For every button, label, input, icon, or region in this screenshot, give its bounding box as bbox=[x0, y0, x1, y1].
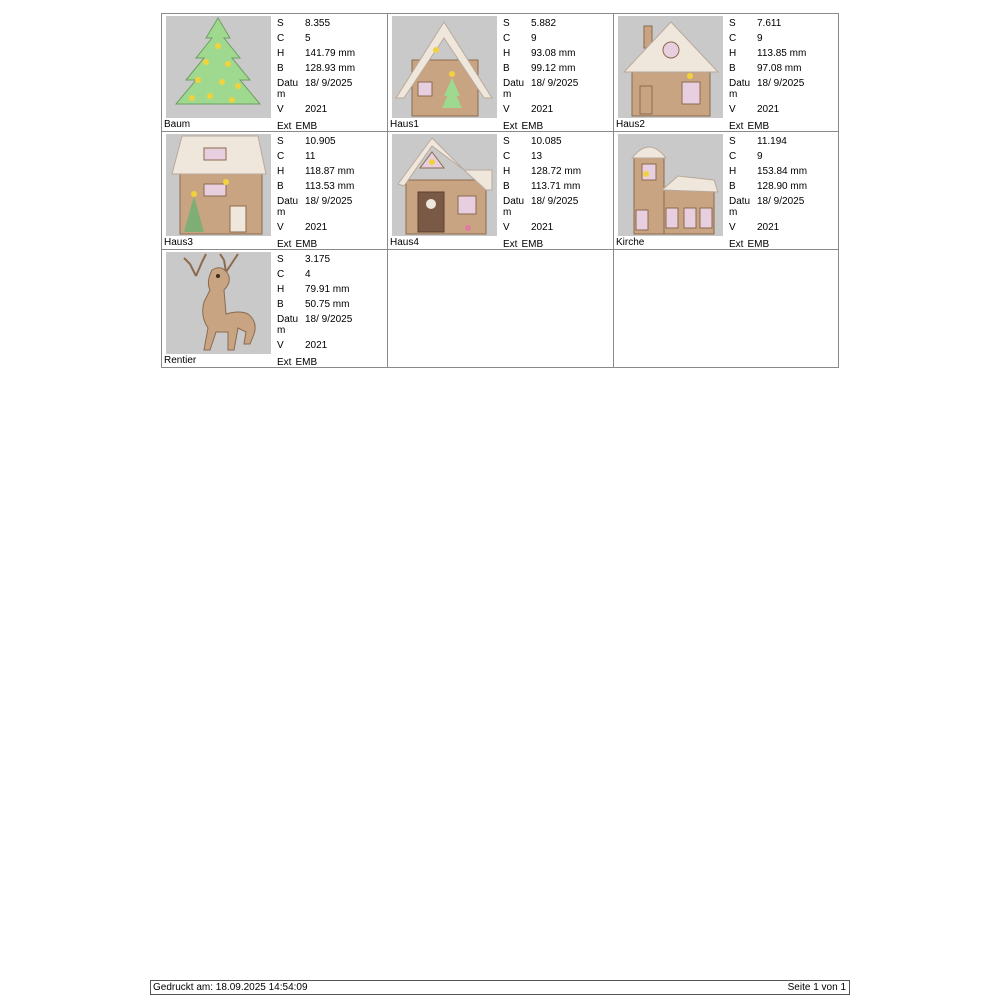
design-info bbox=[503, 16, 611, 132]
color-count: 9 bbox=[757, 33, 763, 44]
date-row: Datu m 18/ 9/2025 bbox=[277, 78, 353, 100]
christmas-tree-icon bbox=[166, 16, 271, 118]
width-value: 99.12 mm bbox=[531, 63, 576, 74]
extension-row: Ext EMB bbox=[503, 239, 544, 250]
stitches-row: S 5.882 bbox=[503, 18, 557, 29]
date-row: Datu m 18/ 9/2025 bbox=[503, 196, 579, 218]
gingerbread-house-door-icon bbox=[392, 134, 497, 236]
version-value: 2021 bbox=[305, 222, 328, 233]
height-row: H 79.91 mm bbox=[277, 284, 350, 295]
design-preview-image bbox=[166, 16, 271, 118]
color-count: 9 bbox=[531, 33, 537, 44]
height-row: H 128.72 mm bbox=[503, 166, 582, 177]
color-count: 9 bbox=[757, 151, 763, 162]
width-row: B 113.71 mm bbox=[503, 181, 581, 192]
color-count: 13 bbox=[531, 151, 543, 162]
design-cell bbox=[388, 14, 614, 132]
design-cell bbox=[614, 14, 839, 132]
version-row: V 2021 bbox=[277, 104, 328, 115]
extension-row: Ext EMB bbox=[277, 239, 318, 250]
design-name: Haus3 bbox=[164, 237, 193, 248]
extension-row: Ext EMB bbox=[729, 239, 770, 250]
design-name: Kirche bbox=[616, 237, 645, 248]
reindeer-icon bbox=[166, 252, 271, 354]
extension-row: Ext EMB bbox=[277, 357, 318, 368]
height-row: H 93.08 mm bbox=[503, 48, 576, 59]
stitches-row: S 11.194 bbox=[729, 136, 787, 147]
width-value: 128.93 mm bbox=[305, 63, 356, 74]
date-row: Datu m 18/ 9/2025 bbox=[503, 78, 579, 100]
design-cell bbox=[162, 132, 388, 250]
design-info bbox=[277, 252, 385, 368]
print-footer bbox=[150, 980, 850, 995]
version-value: 2021 bbox=[305, 104, 328, 115]
height-value: 118.87 mm bbox=[305, 166, 355, 177]
stitch-count: 10.905 bbox=[305, 136, 336, 147]
extension-value: EMB bbox=[521, 121, 544, 132]
design-info bbox=[277, 134, 385, 250]
height-row: H 141.79 mm bbox=[277, 48, 356, 59]
design-name: Baum bbox=[164, 119, 191, 130]
date-value: 18/ 9/2025 bbox=[531, 196, 579, 207]
extension-value: EMB bbox=[747, 239, 770, 250]
version-row: V 2021 bbox=[503, 104, 554, 115]
gingerbread-house-chimney-icon bbox=[618, 16, 723, 118]
height-value: 153.84 mm bbox=[757, 166, 808, 177]
extension-row: Ext EMB bbox=[277, 121, 318, 132]
design-info bbox=[729, 134, 837, 250]
date-value: 18/ 9/2025 bbox=[305, 196, 353, 207]
design-info bbox=[277, 16, 385, 132]
design-preview-image bbox=[392, 16, 497, 118]
colors-row: C 9 bbox=[503, 33, 537, 44]
version-row: V 2021 bbox=[729, 104, 780, 115]
design-cell bbox=[162, 250, 388, 368]
height-row: H 118.87 mm bbox=[277, 166, 355, 177]
height-value: 141.79 mm bbox=[305, 48, 356, 59]
stitches-row: S 10.905 bbox=[277, 136, 336, 147]
width-row: B 128.93 mm bbox=[277, 63, 356, 74]
design-cell bbox=[388, 132, 614, 250]
color-count: 5 bbox=[305, 33, 311, 44]
date-value: 18/ 9/2025 bbox=[305, 314, 353, 325]
extension-row: Ext EMB bbox=[503, 121, 544, 132]
stitch-count: 10.085 bbox=[531, 136, 562, 147]
height-row: H 153.84 mm bbox=[729, 166, 808, 177]
design-name: Haus2 bbox=[616, 119, 645, 130]
design-name: Haus4 bbox=[390, 237, 419, 248]
height-value: 79.91 mm bbox=[305, 284, 350, 295]
design-grid bbox=[161, 13, 839, 368]
design-name: Rentier bbox=[164, 355, 197, 366]
date-row: Datu m 18/ 9/2025 bbox=[277, 314, 353, 336]
design-preview-image bbox=[166, 252, 271, 354]
width-row: B 113.53 mm bbox=[277, 181, 355, 192]
design-name: Haus1 bbox=[390, 119, 419, 130]
stitches-row: S 10.085 bbox=[503, 136, 562, 147]
colors-row: C 9 bbox=[729, 33, 763, 44]
extension-value: EMB bbox=[521, 239, 544, 250]
date-value: 18/ 9/2025 bbox=[757, 78, 805, 89]
width-row: B 97.08 mm bbox=[729, 63, 802, 74]
version-row: V 2021 bbox=[277, 222, 328, 233]
version-row: V 2021 bbox=[503, 222, 554, 233]
colors-row: C 13 bbox=[503, 151, 543, 162]
extension-row: Ext EMB bbox=[729, 121, 770, 132]
date-value: 18/ 9/2025 bbox=[757, 196, 805, 207]
design-preview-image bbox=[618, 134, 723, 236]
stitches-row: S 3.175 bbox=[277, 254, 331, 265]
width-value: 97.08 mm bbox=[757, 63, 802, 74]
color-count: 4 bbox=[305, 269, 311, 280]
version-row: V 2021 bbox=[729, 222, 780, 233]
date-row: Datu m 18/ 9/2025 bbox=[729, 78, 805, 100]
colors-row: C 5 bbox=[277, 33, 311, 44]
design-preview-image bbox=[166, 134, 271, 236]
version-value: 2021 bbox=[305, 340, 328, 351]
empty-cell bbox=[388, 250, 614, 368]
stitches-row: S 8.355 bbox=[277, 18, 331, 29]
gingerbread-house-snow-roof-icon bbox=[392, 16, 497, 118]
design-preview-image bbox=[392, 134, 497, 236]
printed-date: Gedruckt am: 18.09.2025 14:54:09 bbox=[153, 982, 308, 993]
extension-value: EMB bbox=[295, 239, 318, 250]
color-count: 11 bbox=[305, 151, 316, 162]
width-row: B 99.12 mm bbox=[503, 63, 576, 74]
stitch-count: 7.611 bbox=[757, 18, 782, 29]
date-row: Datu m 18/ 9/2025 bbox=[277, 196, 353, 218]
empty-cell bbox=[614, 250, 839, 368]
design-cell bbox=[614, 132, 839, 250]
version-value: 2021 bbox=[531, 104, 554, 115]
stitch-count: 8.355 bbox=[305, 18, 331, 29]
design-preview-image bbox=[618, 16, 723, 118]
height-value: 93.08 mm bbox=[531, 48, 576, 59]
stitch-count: 3.175 bbox=[305, 254, 331, 265]
gingerbread-house-two-storey-icon bbox=[166, 134, 271, 236]
stitch-count: 11.194 bbox=[757, 136, 787, 147]
width-value: 50.75 mm bbox=[305, 299, 350, 310]
design-cell bbox=[162, 14, 388, 132]
colors-row: C 9 bbox=[729, 151, 763, 162]
date-value: 18/ 9/2025 bbox=[531, 78, 579, 89]
width-value: 113.71 mm bbox=[531, 181, 581, 192]
width-row: B 128.90 mm bbox=[729, 181, 808, 192]
stitches-row: S 7.611 bbox=[729, 18, 782, 29]
version-value: 2021 bbox=[757, 222, 780, 233]
date-row: Datu m 18/ 9/2025 bbox=[729, 196, 805, 218]
version-row: V 2021 bbox=[277, 340, 328, 351]
stitch-count: 5.882 bbox=[531, 18, 557, 29]
height-value: 113.85 mm bbox=[757, 48, 807, 59]
width-value: 128.90 mm bbox=[757, 181, 808, 192]
extension-value: EMB bbox=[295, 357, 318, 368]
design-info bbox=[729, 16, 837, 132]
date-value: 18/ 9/2025 bbox=[305, 78, 353, 89]
gingerbread-church-icon bbox=[618, 134, 723, 236]
version-value: 2021 bbox=[757, 104, 780, 115]
colors-row: C 4 bbox=[277, 269, 311, 280]
page-number: Seite 1 von 1 bbox=[787, 982, 846, 993]
colors-row: C 11 bbox=[277, 151, 316, 162]
height-row: H 113.85 mm bbox=[729, 48, 807, 59]
extension-value: EMB bbox=[295, 121, 318, 132]
version-value: 2021 bbox=[531, 222, 554, 233]
width-value: 113.53 mm bbox=[305, 181, 355, 192]
height-value: 128.72 mm bbox=[531, 166, 582, 177]
width-row: B 50.75 mm bbox=[277, 299, 350, 310]
extension-value: EMB bbox=[747, 121, 770, 132]
design-info bbox=[503, 134, 611, 250]
